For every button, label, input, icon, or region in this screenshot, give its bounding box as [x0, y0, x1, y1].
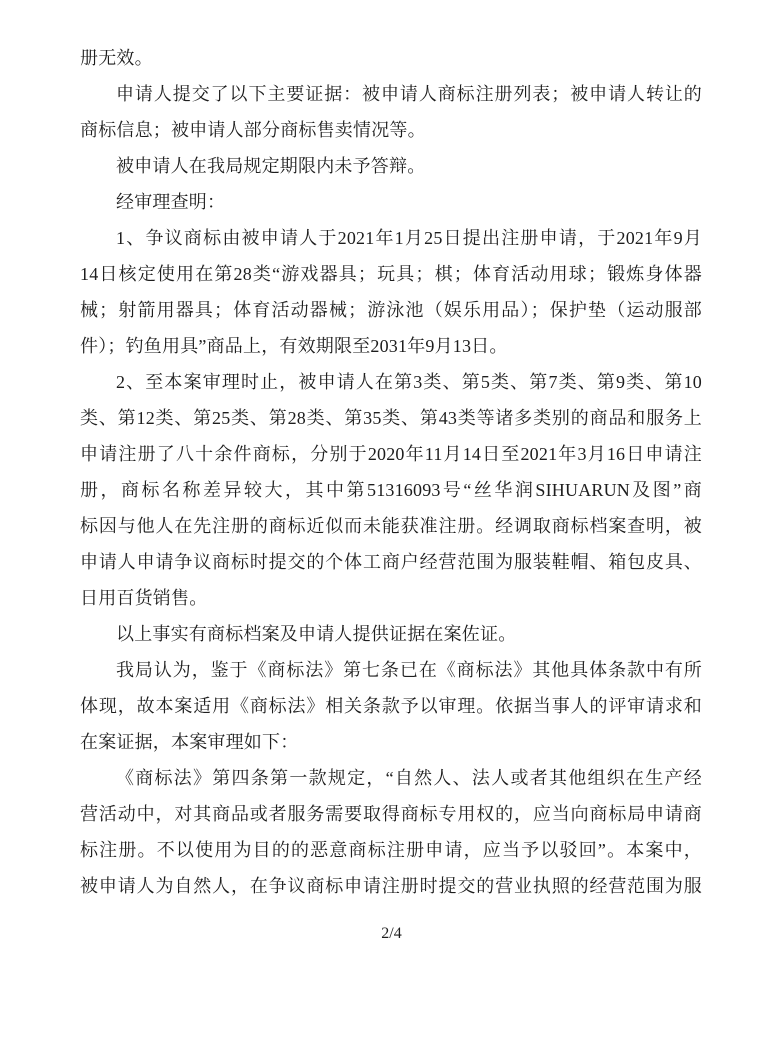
document-line: 营活动中，对其商品或者服务需要取得商标专用权的，应当向商标局申请商 [80, 804, 702, 824]
document-line: 以上事实有商标档案及申请人提供证据在案佐证。 [116, 624, 517, 644]
document-line: 申请人提交了以下主要证据：被申请人商标注册列表；被申请人转让的 [116, 84, 702, 104]
document-line: 标因与他人在先注册的商标近似而未能获准注册。经调取商标档案查明，被 [80, 516, 702, 536]
document-line: 日用百货销售。 [80, 588, 208, 608]
document-line: 商标信息；被申请人部分商标售卖情况等。 [80, 120, 426, 140]
document-line: 体现，故本案适用《商标法》相关条款予以审理。依据当事人的评审请求和 [80, 696, 702, 716]
document-line: 被申请人在我局规定期限内未予答辩。 [116, 156, 426, 176]
document-line: 件）；钓鱼用具”商品上，有效期限至2031年9月13日。 [80, 336, 508, 356]
document-line: 申请注册了八十余件商标，分别于2020年11月14日至2021年3月16日申请注 [80, 444, 702, 464]
document-body [80, 40, 702, 904]
page-number: 2/4 [381, 925, 402, 942]
document-line: 册无效。 [80, 48, 153, 68]
document-line: 标注册。不以使用为目的的恶意商标注册申请，应当予以驳回”。本案中， [80, 840, 702, 860]
document-line: 被申请人为自然人，在争议商标申请注册时提交的营业执照的经营范围为服 [80, 876, 702, 896]
document-line: 在案证据，本案审理如下： [80, 732, 299, 752]
document-line: 械；射箭用器具；体育活动器械；游泳池（娱乐用品）；保护垫（运动服部 [80, 300, 702, 320]
document-line: 1、争议商标由被申请人于2021年1月25日提出注册申请，于2021年9月 [116, 228, 702, 248]
document-line: 14日核定使用在第28类“游戏器具；玩具；棋；体育活动用球；锻炼身体器 [80, 264, 702, 284]
document-line: 经审理查明： [116, 192, 226, 212]
document-line: 2、至本案审理时止，被申请人在第3类、第5类、第7类、第9类、第10 [116, 372, 702, 392]
document-line: 申请人申请争议商标时提交的个体工商户经营范围为服装鞋帽、箱包皮具、 [80, 552, 702, 572]
document-line: 册，商标名称差异较大，其中第51316093号“丝华润SIHUARUN及图”商 [80, 480, 702, 500]
document-line: 类、第12类、第25类、第28类、第35类、第43类等诸多类别的商品和服务上 [80, 408, 702, 428]
document-line: 我局认为，鉴于《商标法》第七条已在《商标法》其他具体条款中有所 [116, 660, 702, 680]
document-line: 《商标法》第四条第一款规定，“自然人、法人或者其他组织在生产经 [116, 768, 702, 788]
